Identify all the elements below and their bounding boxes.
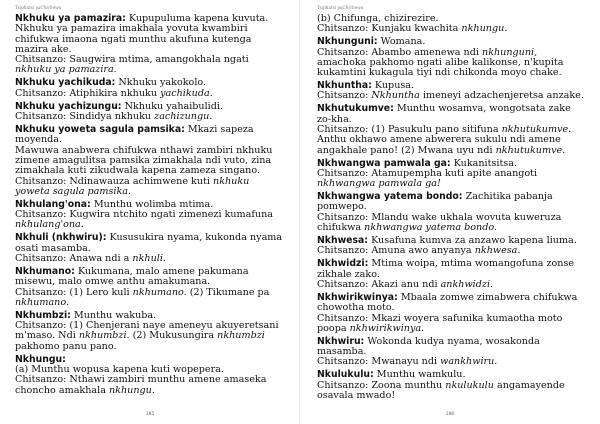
text-segment: Chitsanzo: Anawa ndi a: [15, 252, 133, 264]
dictionary-entry: [317, 293, 584, 334]
example-term: nkhumbzi: [217, 330, 265, 342]
dictionary-entry: [317, 159, 584, 190]
example-term: nkhutukumve.: [495, 144, 566, 156]
example-term: nkhwangwa yatema bondo.: [364, 222, 497, 234]
entry-headline: [317, 259, 584, 280]
definition: Munthu wamkulu.: [373, 369, 466, 381]
entry-text-line: [15, 146, 284, 177]
headword: Nkhulang'ona:: [15, 198, 91, 210]
example-term: nkhwesa.: [474, 245, 521, 257]
right-entry-list: [317, 14, 584, 401]
example-term: nkhulang'ona.: [15, 219, 84, 231]
definition: Kusafuna kumva za anzawo kapena liuma.: [368, 235, 577, 247]
right-page: [300, 0, 600, 424]
headword: Nkhuku ya pamazira:: [15, 13, 126, 24]
entry-text-line: [15, 112, 284, 122]
text-segment: Chitsanzo: Zoona munthu: [317, 379, 446, 391]
example-term: nkhwirikwinya.: [349, 322, 425, 334]
definition: Kukanitsitsa.: [450, 157, 518, 169]
definition: Kupupuluma kapena kuvuta.: [125, 13, 269, 24]
definition: Kususukira nyama, kukonda nyama osati masamba.: [15, 232, 283, 254]
entry-text-line: [15, 24, 284, 55]
headword: Nkhunguni:: [317, 36, 378, 48]
text-segment: Chitsanzo: Mlandu wake ukhala wovuta kuweruza chifukwa: [317, 211, 562, 234]
example-term: nkulukulu: [445, 379, 494, 391]
text-segment: Chitsanzo: Amuna awo anyanya: [317, 245, 475, 257]
definition: Mkazi sapeza moyenda.: [15, 124, 254, 146]
entry-text-line: [317, 381, 584, 402]
dictionary-entry: [15, 14, 284, 76]
example-term: yachikuda.: [160, 87, 213, 99]
text-segment: amachoka pakhomo ngati alibe kalikonse, n'kupita kukamtini kukagula tiyi ndi chikonda moyo chake.: [317, 56, 564, 79]
definition: Munthu wolimba mtima.: [90, 198, 214, 210]
text-segment: Chitsanzo: Nthawi zambiri munthu amene amaseka choncho amakhala: [15, 374, 267, 396]
text-segment: (a) Munthu wopusa kapena kuti wopepera.: [15, 364, 224, 375]
headword: Nkhuku yachizungu:: [15, 100, 122, 112]
text-segment: Chitsanzo: Abambo amenewa ndi: [317, 46, 483, 58]
headword: Nkhwangwa pamwala ga:: [317, 157, 451, 169]
entry-text-line: [15, 55, 284, 76]
headword: Nkhuli (nkhwiru):: [15, 232, 107, 244]
entry-text-line: [317, 125, 584, 156]
entry-text-line: [317, 48, 584, 79]
definition: Mtima woipa, mtima womangofuna zonse zikhale zako.: [317, 258, 575, 280]
headword: Nkhuku yoweta sagula pamsika:: [15, 124, 185, 136]
headword: Nkhwesa:: [317, 235, 369, 247]
text-segment: Chitsanzo: Sindidya nkhuku: [15, 111, 155, 123]
dictionary-entry: [317, 236, 584, 257]
definition: Mbaala zomwe zimabwera chifukwa chowotha moto.: [317, 291, 578, 314]
text-segment: Chitsanzo: Atamupempha kuti apite anangoti: [317, 167, 538, 179]
entry-text-line: [317, 24, 584, 34]
example-term: nkhumano.: [132, 286, 187, 298]
entry-text-line: [317, 213, 584, 234]
page-number-left: 285: [145, 412, 155, 417]
definition: Womana.: [377, 36, 426, 48]
example-term: nkhunguni,: [482, 46, 538, 58]
headword: Nkulukulu:: [317, 369, 374, 381]
entry-text-line: [15, 288, 284, 309]
definition: Kukumana, malo amene pakumana misewu, malo omwe anthu amakumana.: [15, 265, 249, 288]
entry-text-line: [15, 321, 284, 352]
headword: Nkhumbzi:: [15, 309, 71, 321]
example-term: wankhwiru.: [440, 356, 498, 368]
text-segment: Chitsanzo:: [317, 90, 372, 102]
example-term: nkhungu.: [461, 23, 508, 35]
text-segment: Chitsanzo: Akazi anu ndi: [317, 278, 441, 290]
entry-text-line: [15, 210, 284, 231]
definition: Kupusa.: [371, 80, 415, 92]
example-term: nkhumano.: [15, 296, 70, 308]
dictionary-entry: [15, 78, 284, 99]
entry-text-line: [15, 375, 284, 396]
text-segment: Chitsanzo: (1) Lero kuli: [15, 286, 133, 298]
definition: Munthu wosamva, wongotsata zake zo-kha.: [317, 103, 571, 125]
entry-headline: [317, 337, 584, 358]
text-segment: Chitsanzo: Ndinawauza achimwene kuti: [15, 175, 214, 187]
left-entry-list: [15, 14, 284, 396]
text-segment: (b) Chifunga, chizirezire.: [317, 13, 439, 24]
text-segment: Chitsanzo: Kunjaku kwachita: [317, 23, 462, 35]
headword: Nkhuku yachikuda:: [15, 77, 116, 89]
dictionary-entry: [317, 14, 584, 35]
headword: Nkhwangwa yatema bondo:: [317, 191, 463, 203]
dictionary-entry: [15, 125, 284, 197]
text-segment: pakhomo panu pano.: [15, 340, 117, 352]
text-segment: Chitsanzo: Mwanayu ndi: [317, 356, 441, 368]
example-term: nkhumbzi.: [78, 330, 130, 342]
example-term: ankhwidzi.: [440, 278, 494, 290]
entry-headline: [317, 293, 584, 314]
headword: Nkhungu:: [15, 353, 66, 365]
dictionary-entry: [317, 370, 584, 401]
text-segment: Chitsanzo: Mkazi woyera safunika kumaotha moto poopa: [317, 312, 563, 334]
dictionary-entry: [15, 267, 284, 308]
text-segment: Chitsanzo: (1) Pasukulu pano sitifuna: [317, 124, 502, 136]
dictionary-entry: [317, 104, 584, 155]
dictionary-entry: [15, 311, 284, 352]
text-segment: Chitsanzo: (1) Chenjerani naye ameneyu akuyeretsani m'maso. Ndi: [15, 320, 279, 342]
text-segment: imeneyi adzachenjeretsa anzake.: [419, 90, 584, 102]
headword: Nkhumano:: [15, 265, 75, 277]
entry-text-line: [317, 246, 584, 256]
text-segment: (2) Mukusungira: [129, 330, 218, 342]
entry-headline: [15, 125, 284, 146]
page-number-right: 286: [445, 412, 455, 417]
dictionary-entry: [317, 259, 584, 290]
dictionary-entry: [15, 233, 284, 264]
text-segment: Chitsanzo: Kugwira ntchito ngati zimenezi kumafuna: [15, 209, 274, 221]
running-head-right: Tsiphutsi yaChichewa: [317, 5, 364, 10]
example-term: nkhuli.: [132, 252, 166, 264]
definition: Nkhuku yakokolo.: [115, 77, 207, 89]
text-segment: angamayende osavala mwado!: [317, 379, 565, 401]
example-term: nkhuku yoweta sagula pamsika.: [15, 175, 250, 197]
headword: Nkhutukumve:: [317, 103, 394, 115]
headword: Nkhuntha:: [317, 80, 372, 92]
definition: Munthu wakuba.: [70, 309, 157, 321]
entry-text-line: [317, 280, 584, 290]
entry-text-line: [15, 177, 284, 198]
entry-headline: [15, 233, 284, 254]
dictionary-entry: [317, 337, 584, 368]
text-segment: Chitsanzo: Atiphikira nkhuku: [15, 87, 161, 99]
entry-text-line: [15, 89, 284, 99]
dictionary-entry: [15, 200, 284, 231]
text-segment: Nkhuku ya pamazira imakhala yovuta kwambiri chifukwa imaona ngati munthu akufuna kutenga mazira ake.: [15, 23, 252, 55]
dictionary-entry: [15, 102, 284, 123]
dictionary-entry: [317, 192, 584, 233]
example-term: Nkhuntha: [371, 90, 420, 102]
example-term: nkhuku ya pamazira.: [15, 64, 117, 76]
entry-text-line: [317, 357, 584, 367]
entry-text-line: [317, 314, 584, 335]
definition: Wokonda kudya nyama, wosakonda masamba.: [317, 335, 540, 358]
text-segment: Chitsanzo: Saugwira mtima, amangokhala ngati: [15, 54, 249, 66]
example-term: nkhutukumve.: [501, 124, 572, 136]
example-term: zachizungu.: [154, 111, 213, 123]
text-segment: Anthu okhawo amene abwerera sukulu ndi amene angakhale pano! (2) Mwana uyu ndi: [317, 134, 561, 156]
example-term: nkhungu.: [108, 384, 155, 396]
headword: Nkhwidzi:: [317, 258, 369, 270]
entry-headline: [317, 192, 584, 213]
text-segment: Mawuwa anabwera chifukwa nthawi zambiri nkhuku zimene amagulitsa pamsika zimakhala ndi vuto, zina zimakhala kuti zikudwala kapena zameza singano.: [15, 144, 273, 177]
dictionary-entry: [15, 355, 284, 396]
running-head-left: Tsiphutsi yaChichewa: [15, 5, 62, 10]
dictionary-entry: [317, 37, 584, 78]
definition: Zachitika pabanja pomwepo.: [317, 191, 553, 213]
headword: Nkhwirikwinya:: [317, 291, 398, 303]
text-segment: (2) Tikumane pa: [186, 286, 270, 298]
headword: Nkhwiru:: [317, 335, 365, 347]
entry-text-line: [15, 254, 284, 264]
entry-headline: [15, 267, 284, 288]
definition: Nkhuku yahaibulidi.: [121, 100, 224, 112]
entry-text-line: [317, 91, 584, 101]
entry-text-line: [317, 169, 584, 190]
dictionary-entry: [317, 81, 584, 102]
example-term: nkhwangwa pamwala ga!: [317, 178, 441, 190]
entry-headline: [317, 104, 584, 125]
